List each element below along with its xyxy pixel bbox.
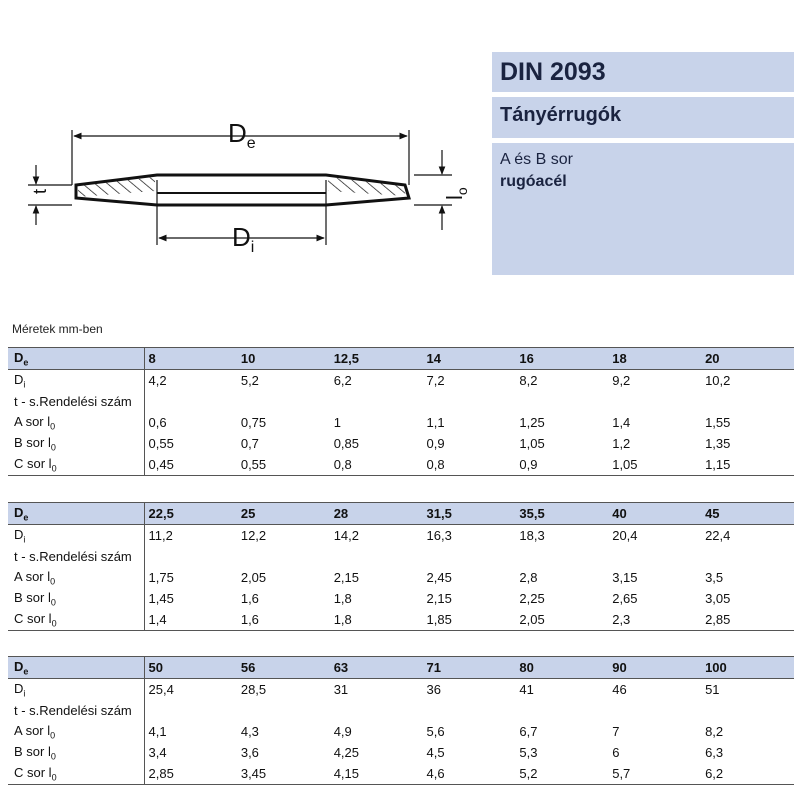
row-c-series xyxy=(8,454,794,476)
row-label-text: D xyxy=(14,349,24,365)
row-de xyxy=(8,657,794,679)
table-cell: 0,8 xyxy=(423,454,516,476)
row-label-subscript: 0 xyxy=(50,730,56,741)
table-cell: 1,05 xyxy=(519,436,545,451)
row-label xyxy=(8,657,144,679)
table-cell: 3,15 xyxy=(612,570,638,585)
row-de xyxy=(8,503,794,525)
table-cell xyxy=(515,391,608,412)
table-cell: 2,65 xyxy=(612,591,638,606)
table-cell xyxy=(330,700,423,721)
series-text: A és B sor xyxy=(500,151,573,168)
table-cell: 8,2 xyxy=(705,724,724,739)
table-cell: 1,75 xyxy=(148,570,174,585)
table-cell: 46 xyxy=(612,682,627,697)
table-cell: 0,85 xyxy=(333,436,359,451)
row-label-subscript: 0 xyxy=(50,751,56,762)
table-cell: 1,2 xyxy=(612,436,631,451)
standard-title-box xyxy=(492,52,794,92)
table-cell: 80 xyxy=(515,657,608,679)
table-cell: 1,45 xyxy=(148,591,174,606)
table-cell: 31 xyxy=(333,682,349,697)
table-cell: 100 xyxy=(701,657,794,679)
row-label-text: t - s.Rendelési szám xyxy=(14,703,132,718)
row-label xyxy=(8,679,144,701)
table-cell: 9,2 xyxy=(612,373,631,388)
table-cell: 14 xyxy=(423,348,516,370)
table-cell xyxy=(701,391,794,412)
table-cell: 31,5 xyxy=(423,503,516,525)
row-label-text: B sor l xyxy=(14,743,51,759)
table-cell xyxy=(144,391,237,412)
table-cell: 2,15 xyxy=(426,591,452,606)
table-cell: 4,3 xyxy=(240,724,259,739)
row-label-subscript: 0 xyxy=(50,597,56,608)
row-label xyxy=(8,454,144,476)
row-label-text: A sor l xyxy=(14,722,51,738)
table-cell: 0,8 xyxy=(330,454,423,476)
table-cell: 90 xyxy=(608,657,701,679)
table-cell: 6,2 xyxy=(701,763,794,785)
table-cell: 3,05 xyxy=(705,591,731,606)
row-a-series xyxy=(8,412,794,433)
table-cell xyxy=(144,546,237,567)
l0-dimension-label: $l_o$ xyxy=(442,187,470,200)
table-cell: 2,85 xyxy=(144,763,237,785)
table-cell xyxy=(608,391,701,412)
row-di xyxy=(8,370,794,392)
product-name-box xyxy=(492,97,794,138)
table-cell: 0,45 xyxy=(144,454,237,476)
table-cell: 2,05 xyxy=(515,609,608,631)
row-label-text: A sor l xyxy=(14,413,51,429)
table-cell: 18,3 xyxy=(519,528,545,543)
table-cell: 1,8 xyxy=(333,591,352,606)
table-cell xyxy=(423,700,516,721)
row-label xyxy=(8,370,144,392)
table-cell xyxy=(608,700,701,721)
row-label-text: D xyxy=(14,680,24,696)
row-label-subscript: i xyxy=(23,688,26,699)
disc-spring-drawing xyxy=(0,0,480,290)
row-label-text: D xyxy=(14,371,24,387)
table-cell: 3,45 xyxy=(237,763,330,785)
table-cell: 18 xyxy=(608,348,701,370)
table-cell: 4,1 xyxy=(148,724,167,739)
table-cell: 2,05 xyxy=(240,570,267,585)
table-cell: 1,4 xyxy=(612,415,631,430)
table-cell: 2,45 xyxy=(426,570,452,585)
row-label-subscript: 0 xyxy=(51,463,57,474)
row-label-text: D xyxy=(14,526,24,542)
table-cell xyxy=(515,546,608,567)
table-cell: 41 xyxy=(519,682,534,697)
table-cell: 14,2 xyxy=(333,528,359,543)
row-label xyxy=(8,546,144,567)
table-cell: 5,3 xyxy=(519,745,538,760)
table-cell: 20 xyxy=(701,348,794,370)
row-label xyxy=(8,391,144,412)
row-label xyxy=(8,348,144,370)
table-cell: 4,9 xyxy=(333,724,352,739)
table-cell: 7,2 xyxy=(426,373,445,388)
row-label-subscript: 0 xyxy=(51,618,57,629)
table-cell: 8 xyxy=(144,348,237,370)
table-cell: 56 xyxy=(237,657,330,679)
table-cell: 6,3 xyxy=(705,745,724,760)
di-dimension-label: $D_i$ xyxy=(232,222,255,256)
table-cell: 35,5 xyxy=(515,503,608,525)
table-cell: 0,9 xyxy=(426,436,445,451)
table-cell: 12,2 xyxy=(240,528,267,543)
table-cell: 1,35 xyxy=(705,436,731,451)
row-label xyxy=(8,525,144,547)
row-label-text: A sor l xyxy=(14,568,51,584)
table-cell: 3,4 xyxy=(148,745,167,760)
table-cell: 0,55 xyxy=(148,436,174,451)
dimension-table-2 xyxy=(8,502,794,631)
row-label xyxy=(8,742,144,763)
table-cell: 2,8 xyxy=(519,570,538,585)
row-order-number xyxy=(8,546,794,567)
table-cell: 63 xyxy=(330,657,423,679)
de-dimension-label: $D_e$ xyxy=(228,118,256,152)
row-di xyxy=(8,525,794,547)
row-de xyxy=(8,348,794,370)
row-c-series xyxy=(8,763,794,785)
table-cell: 5,2 xyxy=(240,373,259,388)
table-cell: 5,6 xyxy=(426,724,445,739)
row-label-text: B sor l xyxy=(14,434,51,450)
table-cell: 4,15 xyxy=(330,763,423,785)
table-cell: 50 xyxy=(144,657,237,679)
table-cell: 0,7 xyxy=(240,436,259,451)
row-label-subscript: e xyxy=(23,666,29,677)
table-cell: 0,75 xyxy=(240,415,267,430)
row-label xyxy=(8,721,144,742)
row-label-subscript: e xyxy=(23,512,29,523)
row-a-series xyxy=(8,567,794,588)
row-label-subscript: 0 xyxy=(50,576,56,587)
row-b-series xyxy=(8,433,794,454)
table-cell: 22,5 xyxy=(144,503,237,525)
table-cell xyxy=(237,546,330,567)
table-cell: 1 xyxy=(333,415,341,430)
row-label xyxy=(8,700,144,721)
table-cell: 16 xyxy=(515,348,608,370)
standard-number: DIN 2093 xyxy=(500,58,606,86)
table-cell: 1,55 xyxy=(705,415,731,430)
table-cell: 16,3 xyxy=(426,528,452,543)
dimension-table-3 xyxy=(8,656,794,785)
table-cell: 0,55 xyxy=(237,454,330,476)
table-cell: 5,2 xyxy=(515,763,608,785)
row-label-text: D xyxy=(14,658,24,674)
table-cell: 10 xyxy=(237,348,330,370)
table-cell xyxy=(237,391,330,412)
table-cell: 71 xyxy=(423,657,516,679)
table-cell: 5,7 xyxy=(608,763,701,785)
row-label xyxy=(8,763,144,785)
table-cell: 1,8 xyxy=(330,609,423,631)
table-cell: 40 xyxy=(608,503,701,525)
product-name: Tányérrugók xyxy=(500,104,622,126)
table-cell: 3,6 xyxy=(240,745,259,760)
row-label xyxy=(8,503,144,525)
table-cell: 4,25 xyxy=(333,745,359,760)
row-label-text: t - s.Rendelési szám xyxy=(14,549,132,564)
table-cell: 1,6 xyxy=(237,609,330,631)
table-cell: 1,05 xyxy=(608,454,701,476)
row-label-text: t - s.Rendelési szám xyxy=(14,394,132,409)
row-a-series xyxy=(8,721,794,742)
row-label-subscript: 0 xyxy=(50,421,56,432)
table-cell xyxy=(144,700,237,721)
table-cell: 4,6 xyxy=(423,763,516,785)
table-cell: 1,1 xyxy=(426,415,445,430)
row-b-series xyxy=(8,742,794,763)
row-di xyxy=(8,679,794,701)
table-cell: 1,85 xyxy=(423,609,516,631)
table-cell: 6 xyxy=(612,745,620,760)
table-cell: 6,2 xyxy=(333,373,352,388)
row-label xyxy=(8,433,144,454)
row-label-text: C sor l xyxy=(14,455,52,471)
row-label-subscript: i xyxy=(23,379,26,390)
table-cell: 10,2 xyxy=(705,373,731,388)
table-cell: 45 xyxy=(701,503,794,525)
table-cell: 25,4 xyxy=(148,682,174,697)
table-cell: 51 xyxy=(705,682,720,697)
table-cell xyxy=(423,391,516,412)
table-cell: 22,4 xyxy=(705,528,731,543)
row-label-text: B sor l xyxy=(14,589,51,605)
table-cell: 0,6 xyxy=(148,415,167,430)
table-cell: 1,15 xyxy=(701,454,794,476)
material-text: rugóacél xyxy=(500,173,567,190)
table-cell: 12,5 xyxy=(330,348,423,370)
table-cell: 6,7 xyxy=(519,724,538,739)
table-cell xyxy=(330,391,423,412)
table-cell: 7 xyxy=(612,724,620,739)
table-cell: 1,4 xyxy=(144,609,237,631)
dimension-table-1 xyxy=(8,347,794,476)
table-cell xyxy=(608,546,701,567)
units-note: Méretek mm-ben xyxy=(12,322,103,336)
table-cell: 8,2 xyxy=(519,373,538,388)
table-cell: 28 xyxy=(330,503,423,525)
table-cell: 2,85 xyxy=(701,609,794,631)
row-order-number xyxy=(8,700,794,721)
row-label-subscript: i xyxy=(23,534,26,545)
table-cell: 4,2 xyxy=(148,373,167,388)
table-cell: 20,4 xyxy=(612,528,638,543)
table-cell: 1,6 xyxy=(240,591,259,606)
row-c-series xyxy=(8,609,794,631)
row-label-subscript: 0 xyxy=(51,772,57,783)
row-label xyxy=(8,609,144,631)
row-label xyxy=(8,588,144,609)
table-cell: 2,3 xyxy=(608,609,701,631)
row-b-series xyxy=(8,588,794,609)
table-cell: 0,9 xyxy=(515,454,608,476)
table-cell: 1,25 xyxy=(519,415,545,430)
table-cell: 11,2 xyxy=(148,528,173,543)
table-cell: 36 xyxy=(426,682,441,697)
row-label-text: C sor l xyxy=(14,764,52,780)
table-cell xyxy=(423,546,516,567)
row-label-text: D xyxy=(14,504,24,520)
table-cell: 2,15 xyxy=(333,570,359,585)
table-cell: 28,5 xyxy=(240,682,267,697)
row-label xyxy=(8,567,144,588)
table-cell: 3,5 xyxy=(705,570,724,585)
table-cell xyxy=(330,546,423,567)
row-order-number xyxy=(8,391,794,412)
table-cell xyxy=(515,700,608,721)
table-cell xyxy=(237,700,330,721)
table-cell: 4,5 xyxy=(426,745,445,760)
table-cell: 25 xyxy=(237,503,330,525)
row-label-subscript: e xyxy=(23,357,29,368)
product-info-box xyxy=(492,143,794,275)
table-cell: 2,25 xyxy=(519,591,545,606)
t-dimension-label: t xyxy=(30,188,50,194)
row-label-text: C sor l xyxy=(14,610,52,626)
row-label xyxy=(8,412,144,433)
table-cell xyxy=(701,700,794,721)
row-label-subscript: 0 xyxy=(50,442,56,453)
table-cell xyxy=(701,546,794,567)
